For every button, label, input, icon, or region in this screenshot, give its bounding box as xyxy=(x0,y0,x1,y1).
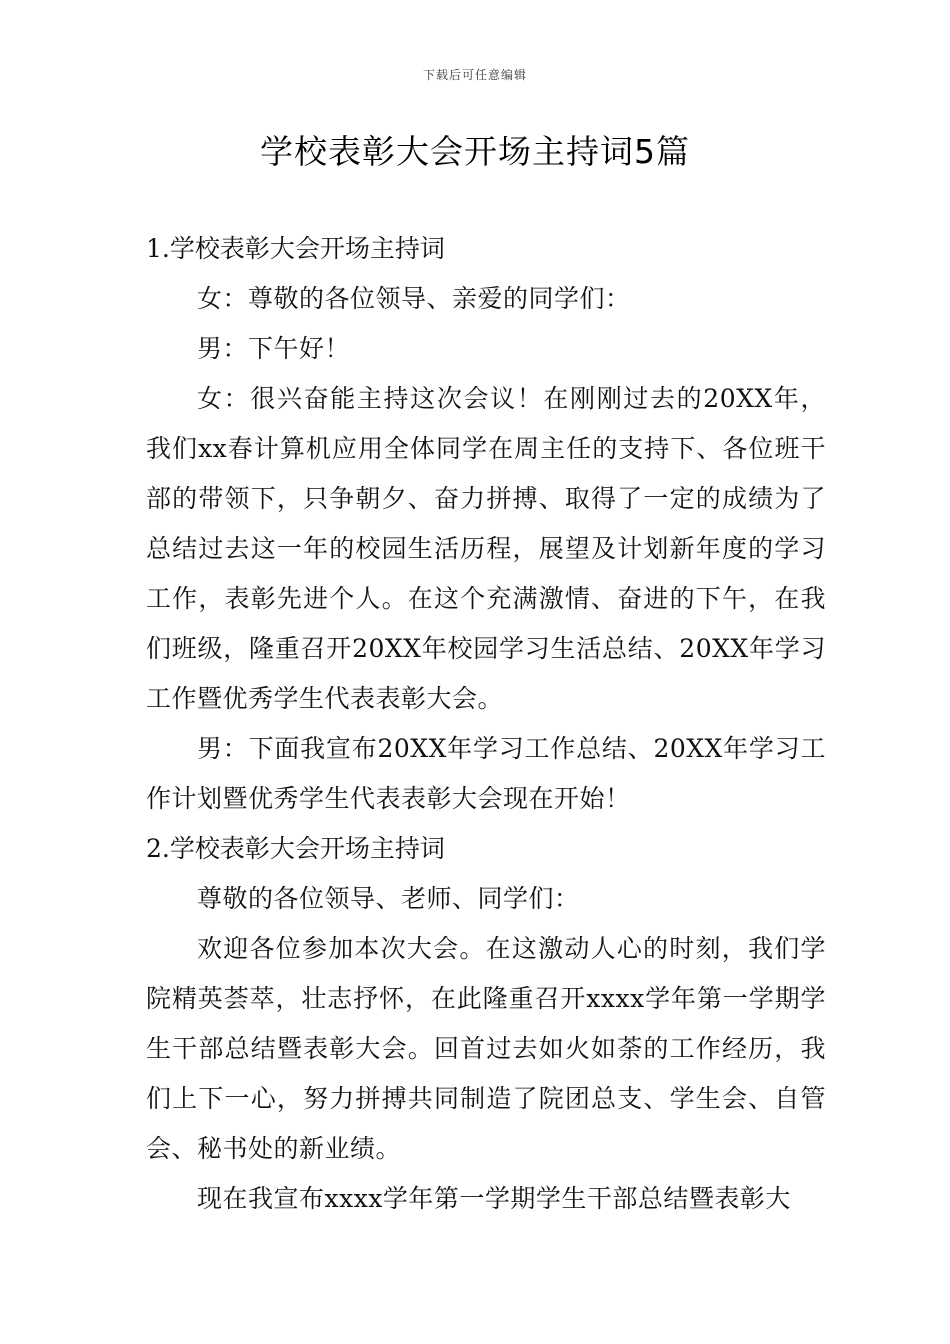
section-heading-1: 1.学校表彰大会开场主持词 xyxy=(146,234,445,263)
document-body xyxy=(146,224,826,1224)
paragraph: 尊敬的各位领导、老师、同学们： xyxy=(197,884,580,913)
paragraph: 男：下面我宣布20XX年学习工作总结、20XX年学习工作计划暨优秀学生代表表彰大会现在开始！ xyxy=(146,734,826,813)
paragraph: 女：尊敬的各位领导、亲爱的同学们： xyxy=(197,284,631,313)
paragraph: 欢迎各位参加本次大会。在这激动人心的时刻，我们学院精英荟萃，壮志抒怀，在此隆重召开xxxx学年第一学期学生干部总结暨表彰大会。回首过去如火如荼的工作经历，我们上下一心，努力拼搏共同制造了院团总支、学生会、自管会、秘书处的新业绩。 xyxy=(146,934,826,1163)
paragraph: 男：下午好！ xyxy=(197,334,351,363)
paragraph: 现在我宣布xxxx学年第一学期学生干部总结暨表彰大 xyxy=(197,1184,791,1213)
document-title: 学校表彰大会开场主持词5篇 xyxy=(260,132,690,171)
section-heading-2: 2.学校表彰大会开场主持词 xyxy=(146,834,445,863)
header-note: 下载后可任意编辑 xyxy=(422,68,527,82)
paragraph: 女：很兴奋能主持这次会议！在刚刚过去的20XX年，我们xx春计算机应用全体同学在周主任的支持下、各位班干部的带领下，只争朝夕、奋力拼搏、取得了一定的成绩为了总结过去这一年的校园生活历程，展望及计划新年度的学习工作，表彰先进个人。在这个充满激情、奋进的下午，在我们班级，隆重召开20XX年校园学习生活总结、20XX年学习工作暨优秀学生代表表彰大会。 xyxy=(146,384,826,713)
